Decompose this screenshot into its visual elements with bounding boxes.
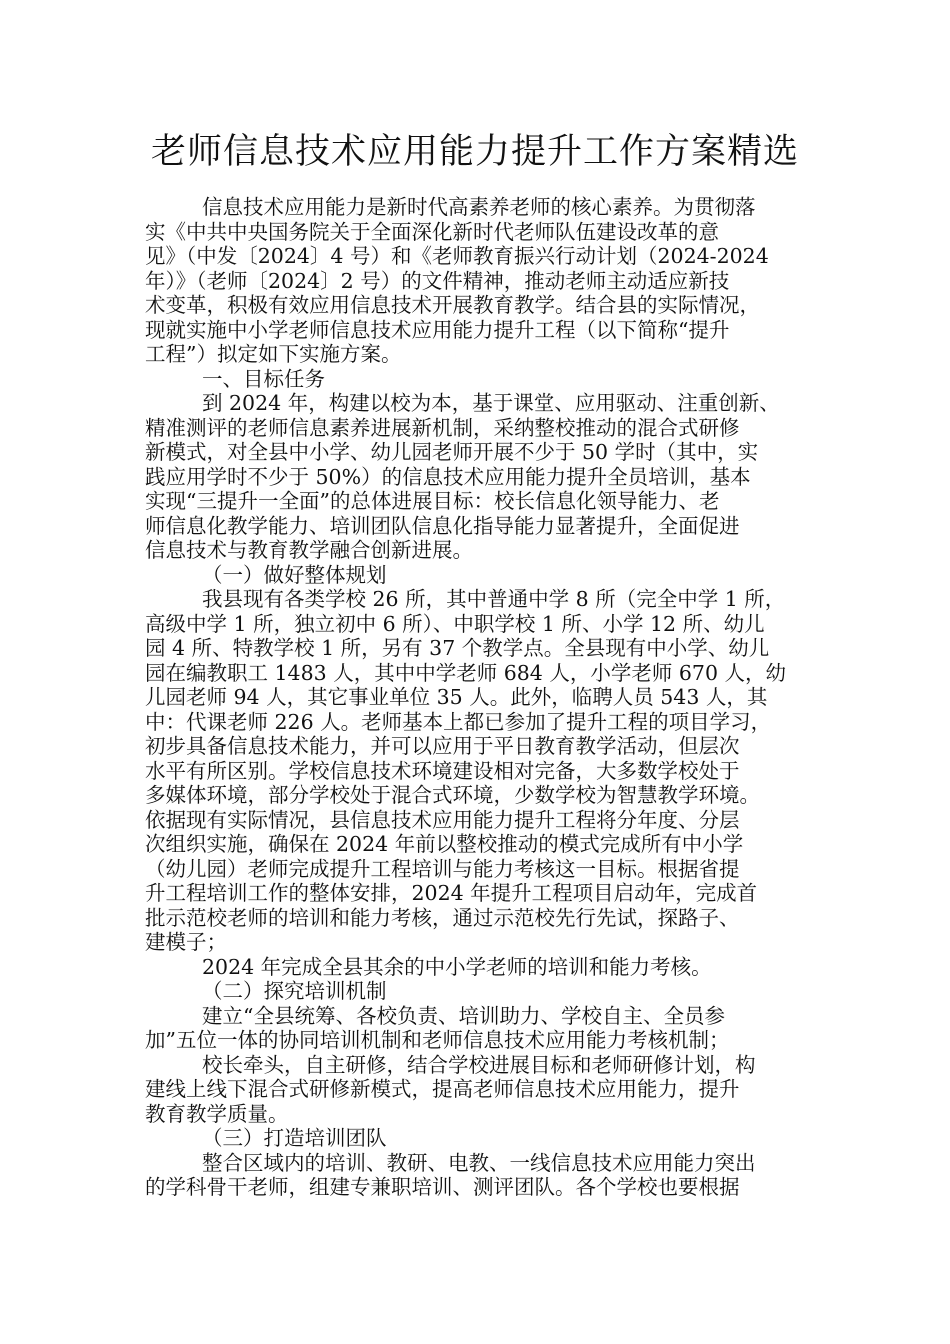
text-line: 次组织实施，确保在 2024 年前以整校推动的模式完成所有中小学 [145, 832, 744, 856]
text-line: 2024 年完成全县其余的中小学老师的培训和能力考核。 [202, 954, 712, 979]
text-line: 高级中学 1 所，独立初中 6 所）、中职学校 1 所、小学 12 所、幼儿 [145, 611, 765, 636]
text-line: （幼儿园）老师完成提升工程培训与能力考核这一目标。根据省提 [145, 856, 740, 881]
text-line: 我县现有各类学校 26 所，其中普通中学 8 所（完全中学 1 所， [202, 587, 786, 611]
text-line: 年）》（老师〔2024〕2 号）的文件精神，推动老师主动适应新技 [145, 268, 730, 293]
text-line: 教育教学质量。 [145, 1101, 289, 1126]
text-line: 建立“全县统筹、各校负责、培训助力、学校自主、全员参 [202, 1003, 725, 1028]
text-line: 中：代课老师 226 人。老师基本上都已参加了提升工程的项目学习， [145, 709, 772, 734]
text-line: 工程”）拟定如下实施方案。 [145, 342, 402, 366]
text-line: 到 2024 年，构建以校为本，基于课堂、应用驱动、注重创新、 [202, 391, 780, 415]
text-line: （二）探究培训机制 [202, 979, 387, 1003]
text-line: 师信息化教学能力、培训团队信息化指导能力显著提升，全面促进 [145, 513, 740, 538]
text-line: 园在编教职工 1483 人，其中中学老师 684 人，小学老师 670 人，幼 [145, 660, 787, 685]
text-line: 实《中共中央国务院关于全面深化新时代老师队伍建设改革的意 [145, 219, 719, 244]
text-line: 加”五位一体的协同培训机制和老师信息技术应用能力考核机制； [145, 1028, 730, 1052]
text-line: 信息技术与教育教学融合创新进展。 [145, 538, 473, 562]
text-line: 一、目标任务 [202, 366, 325, 391]
text-line: 见》（中发〔2024〕4 号）和《老师教育振兴行动计划（2024-2024 [145, 244, 769, 268]
document-title: 老师信息技术应用能力提升工作方案精选 [150, 132, 799, 172]
text-line: 整合区域内的培训、教研、电教、一线信息技术应用能力突出 [202, 1150, 756, 1175]
text-line: 校长牵头，自主研修，结合学校进展目标和老师研修计划，构 [202, 1052, 756, 1077]
text-line: 水平有所区别。学校信息技术环境建设相对完备，大多数学校处于 [145, 758, 740, 783]
text-line: 的学科骨干老师，组建专兼职培训、测评团队。各个学校也要根据 [145, 1175, 740, 1199]
text-line: 实现“三提升一全面”的总体进展目标：校长信息化领导能力、老 [145, 489, 720, 513]
text-line: 批示范校老师的培训和能力考核，通过示范校先行先试，探路子、 [145, 905, 740, 930]
text-line: 现就实施中小学老师信息技术应用能力提升工程（以下简称“提升 [145, 317, 730, 342]
text-line: 建线上线下混合式研修新模式，提高老师信息技术应用能力，提升 [145, 1077, 740, 1101]
text-line: （一）做好整体规划 [202, 562, 387, 587]
text-line: 术变革，积极有效应用信息技术开展教育教学。结合县的实际情况， [145, 293, 760, 317]
text-line: 多媒体环境，部分学校处于混合式环境，少数学校为智慧教学环境。 [145, 783, 760, 807]
text-line: 儿园老师 94 人，其它事业单位 35 人。此外，临聘人员 543 人，其 [145, 685, 768, 709]
document-body [145, 195, 810, 1200]
text-line: 初步具备信息技术能力，并可以应用于平日教育教学活动，但层次 [145, 734, 740, 758]
text-line: （三）打造培训团队 [202, 1126, 387, 1150]
text-line: 依据现有实际情况，县信息技术应用能力提升工程将分年度、分层 [145, 807, 740, 832]
text-line: 园 4 所、特教学校 1 所，另有 37 个教学点。全县现有中小学、幼儿 [145, 636, 770, 660]
text-line: 升工程培训工作的整体安排，2024 年提升工程项目启动年，完成首 [145, 881, 758, 905]
text-line: 精准测评的老师信息素养进展新机制，采纳整校推动的混合式研修 [145, 415, 740, 440]
text-line: 新模式，对全县中小学、幼儿园老师开展不少于 50 学时（其中，实 [145, 440, 759, 464]
text-line: 建模子； [145, 930, 227, 954]
text-line: 信息技术应用能力是新时代高素养老师的核心素养。为贯彻落 [202, 195, 756, 219]
text-line: 践应用学时不少于 50%）的信息技术应用能力提升全员培训，基本 [145, 464, 751, 489]
